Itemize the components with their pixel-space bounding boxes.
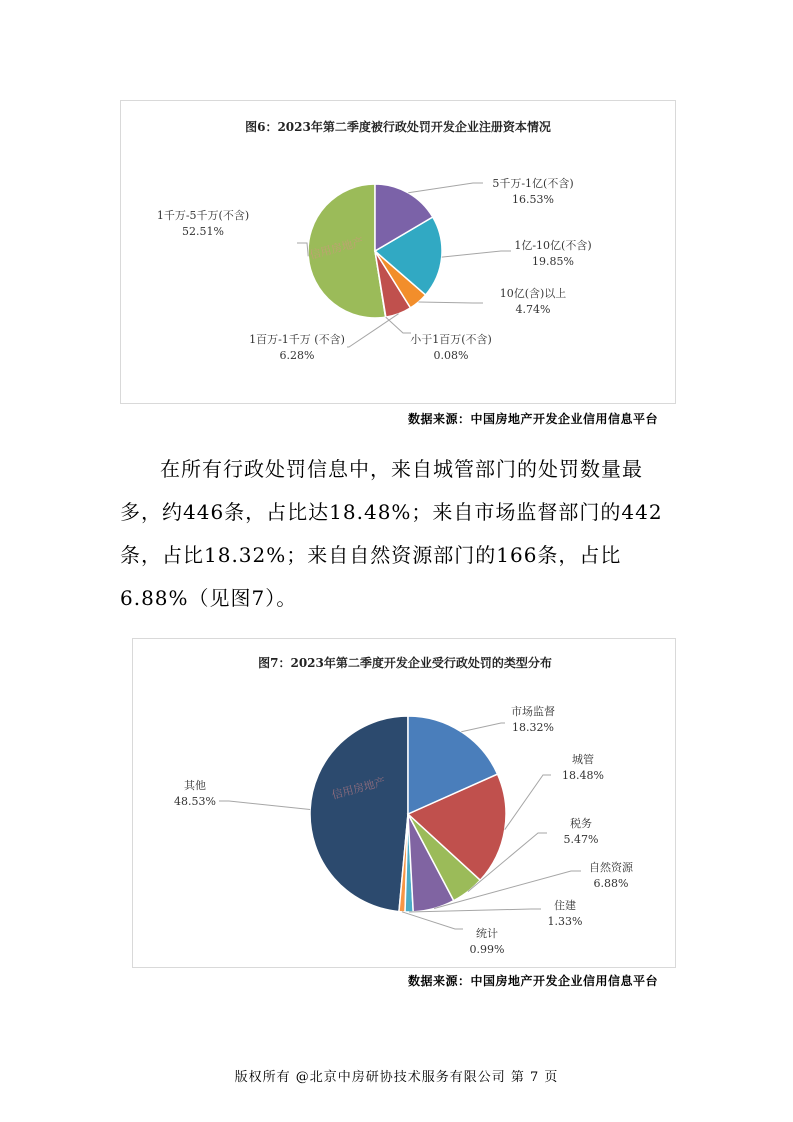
figure7-label-value-3: 6.88% [593, 877, 629, 890]
figure7-label-name-5: 统计 [476, 927, 498, 940]
figure7-label-value-4: 1.33% [547, 915, 583, 928]
figure7-label-name-6: 其他 [184, 779, 206, 792]
figure6-source: 数据来源：中国房地产开发企业信用信息平台 [408, 412, 659, 426]
page-footer: 版权所有 @北京中房研协技术服务有限公司 第 7 页 [234, 1070, 559, 1085]
figure7-title: 图7：2023年第二季度开发企业受行政处罚的类型分布 [258, 656, 552, 670]
body-paragraph-text: 在所有行政处罚信息中，来自城管部门的处罚数量最多，约446条，占比达18.48%；来自市场监督部门的442条，占比18.32%；来自自然资源部门的166条，占比6.88%（见图7）。 [120, 457, 663, 610]
figure7-label-value-0: 18.32% [512, 721, 554, 734]
body-paragraph [120, 448, 680, 620]
figure7-svg [133, 639, 675, 967]
figure6-label-value-5: 52.51% [182, 225, 224, 238]
figure6-leader-5 [297, 243, 308, 256]
figure6-leader-0 [408, 183, 483, 193]
figure6-label-value-3: 6.28% [279, 349, 315, 362]
figure7-leader-5 [402, 912, 463, 929]
figure7-label-value-5: 0.99% [469, 943, 505, 956]
figure7-label-value-6: 48.53% [174, 795, 216, 808]
figure6-svg [121, 101, 675, 403]
figure6-leader-2 [419, 302, 484, 303]
figure7-label-value-1: 18.48% [562, 769, 604, 782]
figure6-label-value-2: 4.74% [515, 303, 551, 316]
figure7-slice-6 [310, 716, 408, 912]
figure6-label-value-0: 16.53% [512, 193, 554, 206]
figure6-title: 图6：2023年第二季度被行政处罚开发企业注册资本情况 [245, 120, 551, 134]
figure6-label-value-4: 0.08% [433, 349, 469, 362]
figure7-label-name-0: 市场监督 [511, 705, 555, 718]
figure7-label-name-4: 住建 [554, 899, 576, 912]
figure6-chart [120, 100, 676, 404]
figure7-leader-0 [461, 723, 505, 732]
figure6-leader-1 [442, 251, 511, 257]
figure7-label-name-2: 税务 [570, 817, 592, 830]
figure6-watermark: 信用房地产 [308, 235, 365, 262]
figure7-watermark: 信用房地产 [330, 775, 387, 802]
figure7-source: 数据来源：中国房地产开发企业信用信息平台 [408, 974, 659, 988]
figure7-label-value-2: 5.47% [563, 833, 599, 846]
figure6-label-name-4: 小于1百万(不含) [410, 333, 492, 346]
figure6-label-name-5: 1千万-5千万(不含) [156, 209, 250, 222]
figure7-leader-6 [219, 801, 310, 810]
figure6-label-name-3: 1百万-1千万 (不含) [249, 333, 345, 346]
figure7-leader-1 [505, 775, 551, 830]
figure7-label-name-3: 自然资源 [589, 861, 633, 874]
figure6-label-name-0: 5千万-1亿(不含) [492, 177, 574, 190]
figure7-label-name-1: 城管 [572, 753, 594, 766]
figure6-label-value-1: 19.85% [532, 255, 574, 268]
figure7-chart [132, 638, 676, 968]
figure6-label-name-1: 1亿-10亿(不含) [514, 239, 592, 252]
figure6-label-name-2: 10亿(含)以上 [499, 287, 567, 300]
